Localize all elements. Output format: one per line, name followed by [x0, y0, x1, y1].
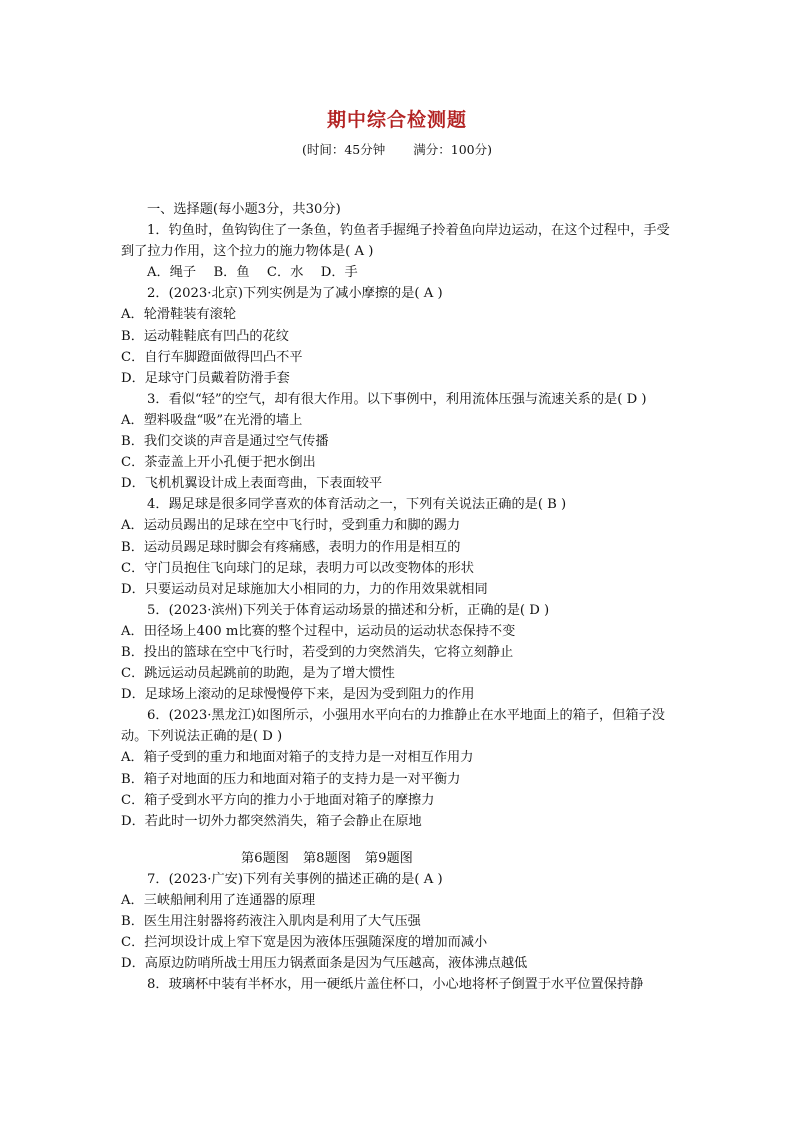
q3-option-c: C．茶壶盖上开小孔便于把水倒出: [121, 455, 316, 471]
q5-option-a: A．田径场上400 m比赛的整个过程中，运动员的运动状态保持不变: [121, 623, 516, 639]
question-5: 5．(2023·滨州)下列关于体育运动场景的描述和分析，正确的是( D ): [147, 602, 550, 618]
q4-option-c: C．守门员抱住飞向球门的足球，表明力可以改变物体的形状: [121, 560, 474, 576]
question-4: 4．踢足球是很多同学喜欢的体育活动之一，下列有关说法正确的是( B ): [147, 497, 567, 513]
question-3: 3．看似“轻”的空气，却有很大作用。以下事例中，利用流体压强与流速关系的是( D ): [147, 391, 647, 407]
q6-option-a: A．箱子受到的重力和地面对箱子的支持力是一对相互作用力: [121, 750, 474, 766]
q4-option-a: A．运动员踢出的足球在空中飞行时，受到重力和脚的踢力: [121, 518, 461, 534]
section-heading: 一、选择题(每小题3分，共30分): [147, 202, 341, 217]
figure-8-caption: 第8题图: [302, 850, 351, 866]
q7-option-c: C．拦河坝设计成上窄下宽是因为液体压强随深度的增加而减小: [121, 935, 488, 951]
page-title: 期中综合检测题: [326, 109, 467, 131]
q7-option-b: B．医生用注射器将药液注入肌肉是利用了大气压强: [121, 914, 421, 930]
q4-option-d: D．只要运动员对足球施加大小相同的力，力的作用效果就相同: [121, 581, 488, 597]
q3-option-a: A．塑料吸盘“吸”在光滑的墙上: [121, 412, 303, 428]
question-1: 1．钓鱼时，鱼钩钩住了一条鱼，钓鱼者手握绳子拎着鱼向岸边运动，在这个过程中，手受到了拉力作用，这个拉力的施力物体是( A ): [121, 223, 670, 260]
q1-options: A．绳子 B．鱼 C．水 D．手: [147, 265, 358, 281]
q2-option-b: B．运动鞋鞋底有凹凸的花纹: [121, 328, 289, 344]
q2-option-a: A．轮滑鞋装有滚轮: [121, 307, 237, 323]
exam-time: (时间：45分钟: [301, 142, 386, 157]
q5-option-d: D．足球场上滚动的足球慢慢停下来，是因为受到阻力的作用: [121, 687, 475, 703]
exam-score: 满分：100分): [413, 142, 493, 157]
q3-option-b: B．我们交谈的声音是通过空气传播: [121, 434, 329, 450]
q3-option-d: D．飞机机翼设计成上表面弯曲，下表面较平: [121, 476, 383, 492]
figure-9-caption: 第9题图: [364, 850, 413, 866]
q6-option-d: D．若此时一切外力都突然消失，箱子会静止在原地: [121, 813, 422, 829]
exam-content: [121, 199, 681, 995]
question-8: 8．玻璃杯中装有半杯水，用一硬纸片盖住杯口，小心地将杯子倒置于水平位置保持静: [147, 977, 644, 993]
q6-option-b: B．箱子对地面的压力和地面对箱子的支持力是一对平衡力: [121, 771, 461, 787]
q5-option-c: C．跳远运动员起跳前的助跑，是为了增大惯性: [121, 666, 395, 682]
q2-option-d: D．足球守门员戴着防滑手套: [121, 370, 290, 386]
q5-option-b: B．投出的篮球在空中飞行时，若受到的力突然消失，它将立刻静止: [121, 644, 514, 660]
q2-option-c: C．自行车脚蹬面做得凹凸不平: [121, 349, 303, 365]
q7-option-a: A．三峡船闸利用了连通器的原理: [121, 893, 316, 908]
question-6: 6．(2023·黑龙江)如图所示，小强用水平向右的力推静止在水平地面上的箱子，但箱子没动。下列说法正确的是( D ): [121, 708, 665, 745]
exam-info: [0, 140, 794, 158]
figure-captions: [121, 848, 681, 869]
question-7: 7．(2023·广安)下列有关事例的描述正确的是( A ): [147, 871, 443, 887]
q7-option-d: D．高原边防哨所战士用压力锅煮面条是因为气压越高，液体沸点越低: [121, 956, 528, 972]
question-2: 2．(2023·北京)下列实例是为了减小摩擦的是( A ): [147, 286, 443, 302]
q4-option-b: B．运动员踢足球时脚会有疼痛感，表明力的作用是相互的: [121, 539, 461, 555]
q6-option-c: C．箱子受到水平方向的推力小于地面对箱子的摩擦力: [121, 792, 435, 808]
figure-6-caption: 第6题图: [241, 850, 289, 866]
